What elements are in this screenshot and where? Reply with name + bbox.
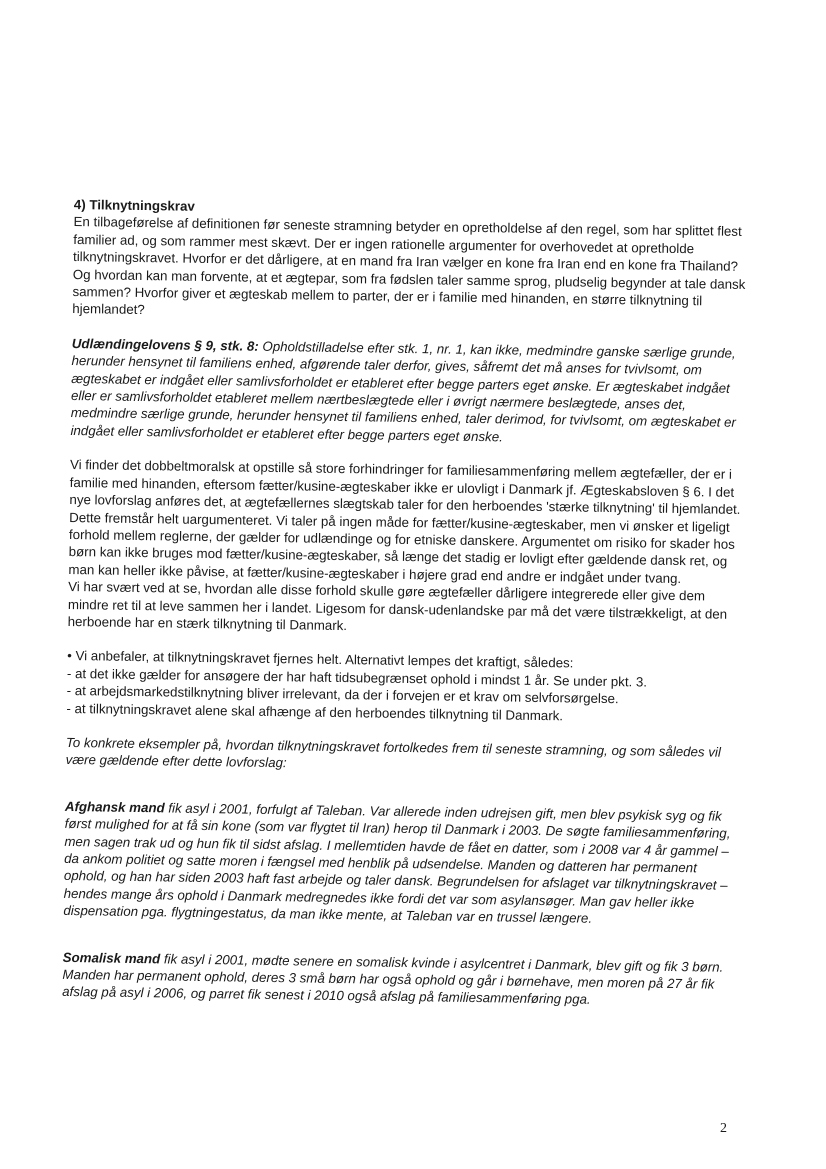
- paragraph-integration: Vi har svært ved at se, hvordan alle disse forhold skulle gøre ægtefæller dårligere integrerede eller give dem mindre ret til at leve sammen her i landet. Ligesom for dansk-udenlandske par må det være tilstrækkeligt, at den herboende har en stærk tilknytning til Danmark.: [67, 579, 728, 634]
- recommendation-item: - at det ikke gælder for ansøgere der har haft tidsubegrænset ophold i mindst 1 år. Se under pkt. 3.: [66, 665, 648, 690]
- example-somali-text: fik asyl i 2001, mødte senere en somalisk kvinde i asylcentret i Danmark, blev gift og fik 3 børn. Manden har permanent ophold, deres 3 små børn har også ophold og går i børnehave, men moren på 27 år fik afslag på asyl i 2006, og parret fik senest i 2010 også afslag på familiesammenføring pga.: [62, 950, 724, 1008]
- recommendation-lead: • Vi anbefaler, at tilknytningskravet fjernes helt. Alternativt lempes det kraftigt, således:: [67, 648, 574, 671]
- example-somali-title: Somalisk mand: [62, 949, 161, 966]
- section-heading: 4) Tilknytningskrav: [73, 196, 195, 214]
- law-text: Opholdstilladelse efter stk. 1, nr. 1, kan ikke, medmindre ganske særlige grunde, herunder hensynet til familiens enhed, afgørende taler derfor, gives, såfremt det må anses for tvivlsomt, om ægteskabet er indgået eller samlivsforholdet er etableret efter begge parters eget ønske. Er ægteskabet indgået eller er samlivsforholdet etableret mellem nærtbeslægtede eller i øvrigt nærmere beslægtede, anses det, medmindre særlige grunde, herunder hensynet til familiens enhed, taler derimod, for tvivlsomt, om ægteskabet er indgået eller samlivsforholdet er etableret efter begge parters eget ønske.: [70, 338, 736, 445]
- law-title: Udlændingelovens § 9, stk. 8:: [71, 335, 259, 354]
- paragraph-double-standard: Vi finder det dobbeltmoralsk at opstille så store forhindringer for familiesammenføring mellem ægtefæller, der er i familie med hinanden, eftersom fætter/kusine-ægteskaber ikke er ulovligt i Danmark jf. Ægteskabsloven § 6. I det nye lovforslag anføres det, at ægtefællernes slægtskab taler for den herboendes 'stærke tilknytning' til hjemlandet. Dette fremstår helt uargumenteret. Vi taler på ingen måde for fætter/kusine-ægteskaber, men vi ønsker et ligeligt forhold mellem reglerne, der gælder for udlændinge og for etniske danskere. Argumentet om risiko for skader hos børn kan ikke bruges mod fætter/kusine-ægteskaber, så længe det stadig er lovligt efter gældende dansk ret, og man kan heller ikke påvise, at fætter/kusine-ægteskaber i højere grad end andre er indgået under tvang.: [68, 457, 741, 586]
- page-number: 2: [720, 1121, 727, 1136]
- examples-intro: To konkrete eksempler på, hvordan tilknytningskravet fortolkedes frem til seneste stramning, og som således vil være gældende efter dette lovforslag:: [65, 734, 721, 771]
- example-afghan-title: Afghansk mand: [64, 798, 165, 816]
- example-somali: [62, 949, 739, 1011]
- recommendation-item: - at arbejdsmarkedstilknytning bliver irrelevant, da der i forvejen er et krav om selvforsørgelse.: [66, 683, 619, 707]
- law-quote: [70, 335, 747, 449]
- recommendation-item: - at tilknytningskravet alene skal afhænge af den herboendes tilknytning til Danmark.: [66, 700, 564, 723]
- paragraph-intro: En tilbageførelse af definitionen før seneste stramning betyder en opretholdelse af den regel, som har splittet flest familier ad, og som rammer mest skævt. Der er ingen rationelle argumenter for overhovedet at opretholde tilknytningskravet. Hvorfor er det dårligere, at en mand fra Iran vælger en kone fra Iran end en kone fra Thailand? Og hvordan kan man forvente, at et ægtepar, som fra fødslen taler samme sprog, pludselig begynder at tale dansk sammen? Hvorfor giver et ægteskab mellem to parter, der er i familie med hinanden, en større tilknytning til hjemlandet?: [72, 214, 746, 318]
- example-afghan-text: fik asyl i 2001, forfulgt af Taleban. Var allerede inden udrejsen gift, men blev psykisk syg og fik først mulighed for at få sin kone (som var flygtet til Iran) herop til Danmark i 2003. De søgte familiesammenføring, men sagen trak ud og hun fik til sidst afslag. I mellemtiden havde de fået en datter, som i 2008 var 4 år gammel – da ankom politiet og satte moren i fængsel med henblik på udsendelse. Manden og datteren har permanent ophold, og han har siden 2003 haft fast arbejde og taler dansk. Begrundelsen for afslaget var tilknytningskravet – hendes mange års ophold i Danmark medregnedes ikke fordi det var som asylansøger. Man gav heller ikke dispensation pga. flygtningestatus, da man ikke mente, at Taleban var en trussel længere.: [63, 800, 731, 926]
- example-afghan: [63, 798, 741, 930]
- document-body: [62, 196, 750, 1011]
